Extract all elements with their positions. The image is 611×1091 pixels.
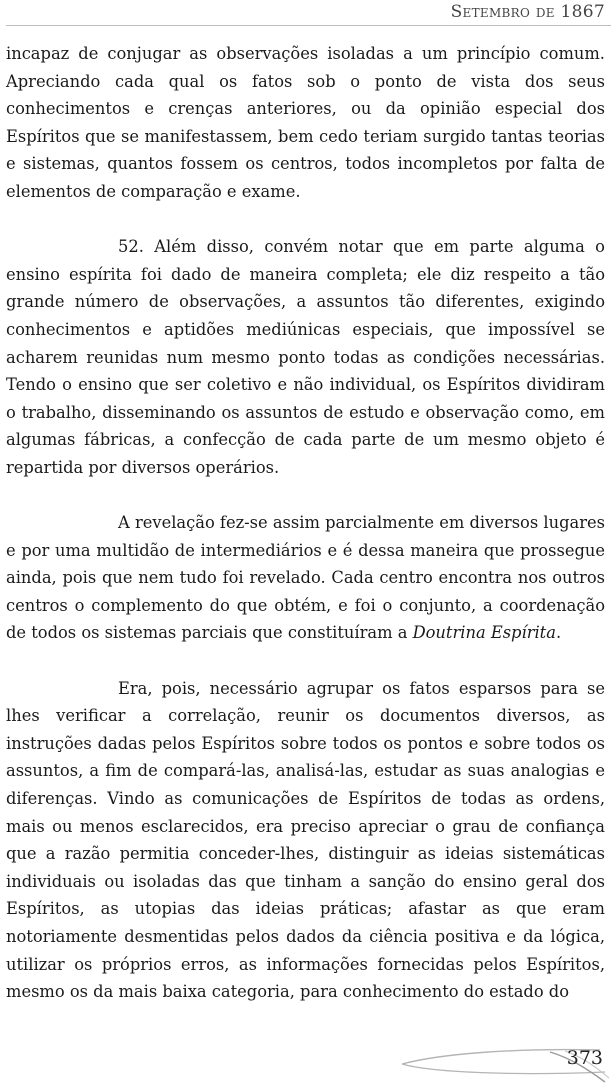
paragraph-revelation-text: A revelação fez-se assim parcialmente em diversos lugares e por uma multidão de intermediários e é dessa maneira que prossegue ainda, pois que nem tudo foi revelado. Cada centro encontra nos outros centros o complemento do que obtém, e foi o conjunto, a coordenação de todos os sistemas parciais que constituíram a: [6, 513, 605, 643]
paragraph-52: 52. Além disso, convém notar que em parte alguma o ensino espírita foi dado de maneira completa; ele diz respeito a tão grande número de observações, a assuntos tão diferentes, exigindo conhecimentos e aptidões mediúnicas especiais, que impossível se acharem reunidas num mesmo ponto todas as condições necessárias. Tendo o ensino que ser coletivo e não individual, os Espíritos dividiram o trabalho, disseminando os assuntos de estudo e observação como, em algumas fábricas, a confecção de cada parte de um mesmo objeto é repartida por diversos operários.: [6, 237, 605, 477]
paragraph-continuation: incapaz de conjugar as observações isoladas a um princípio comum. Apreciando cada qual os fatos sob o ponto de vista dos seus conhecimentos e crenças anteriores, ou da opinião especial dos Espíritos que se manifestassem, bem cedo teriam surgido tantas teorias e sistemas, quantos fossem os centros, todos incompletos por falta de elementos de comparação e exame.: [6, 44, 605, 201]
page-body: [6, 40, 605, 1006]
page-number: 373: [566, 1047, 603, 1069]
running-header-title: Setembro de 1867: [450, 2, 605, 22]
doutrina-espirita-emphasis: Doutrina Espírita: [412, 623, 556, 643]
paragraph-revelation-end: .: [555, 623, 562, 643]
paragraph-revelation: [6, 509, 605, 647]
header-rule: [6, 25, 611, 26]
paragraph-grouping-facts: Era, pois, necessário agrupar os fatos esparsos para se lhes verificar a correlação, reunir os documentos diversos, as instruções dadas pelos Espíritos sobre todos os pontos e sobre todos os assuntos, a fim de compará-las, analisá-las, estudar as suas analogias e diferenças. Vindo as comunicações de Espíritos de todas as ordens, mais ou menos esclarecidos, era preciso apreciar o grau de confiança que a razão permitia conceder-lhes, distinguir as ideias sistemáticas individuais ou isoladas das que tinham a sanção do ensino geral dos Espíritos, as utopias das ideias práticas; afastar as que eram notoriamente desmentidas pelos dados da ciência positiva e da lógica, utilizar os próprios erros, as informações fornecidas pelos Espíritos, mesmo os da mais baixa categoria, para conhecimento do estado do: [6, 678, 605, 1002]
